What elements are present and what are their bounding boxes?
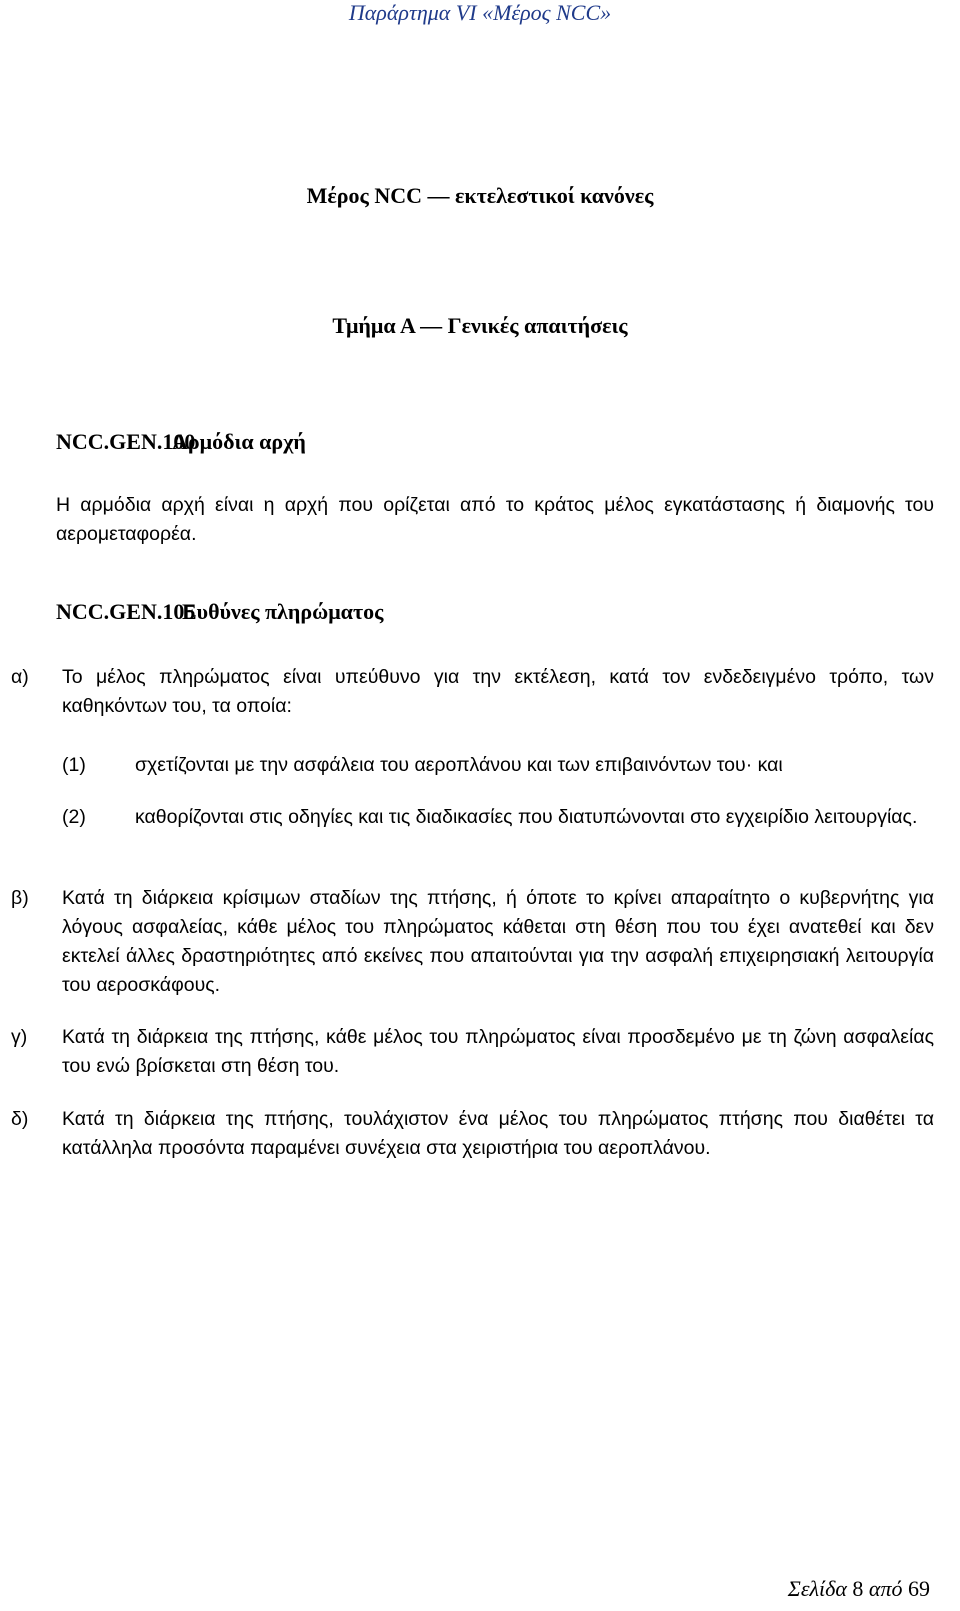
item-marker-d: δ) [11, 1108, 29, 1130]
item-text-b: Κατά τη διάρκεια κρίσιμων σταδίων της πτήσης, ή όποτε το κρίνει απαραίτητο ο κυβερνήτης για λόγους ασφαλείας, κάθε μέλος του πληρώματος κάθεται στη θέση που του έχει ανατεθεί και δεν εκτελεί άλλες δραστηριότητες από εκείνες που απαιτούνται για την ασφαλή επιχειρησιακή λειτουργία του αεροσκάφους. [62, 887, 934, 996]
item-text-d: Κατά τη διάρκεια της πτήσης, τουλάχιστον ένα μέλος του πληρώματος πτήσης που διαθέτει τα κατάλληλα προσόντα παραμένει συνέχεια στα χειριστήρια του αεροπλάνου. [62, 1108, 934, 1159]
part-title: Μέρος NCC — εκτελεστικοί κανόνες [306, 183, 654, 208]
page-number-footer [788, 1575, 930, 1603]
subitem-text-1: σχετίζονται με την ασφάλεια του αεροπλάνου και των επιβαινόντων του· και [135, 754, 783, 776]
item-marker-b: β) [11, 887, 29, 909]
running-header: Παράρτημα VI «Μέρος NCC» [348, 0, 612, 25]
of-label: από [868, 1576, 903, 1601]
article-code: NCC.GEN.105 [56, 599, 196, 624]
article-text-gen100: Η αρμόδια αρχή είναι η αρχή που ορίζεται από το κράτος μέλος εγκατάστασης ή διαμονής του αερομεταφορέα. [56, 494, 934, 545]
article-title: Αρμόδια αρχή [172, 429, 306, 454]
subitem-marker-1: (1) [62, 754, 86, 776]
item-text-a: Το μέλος πληρώματος είναι υπεύθυνο για την εκτέλεση, κατά τον ενδεδειγμένο τρόπο, των καθηκόντων του, τα οποία: [62, 666, 934, 717]
total-pages: 69 [908, 1576, 930, 1601]
article-heading-gen105 [56, 598, 383, 626]
section-title: Τμήμα Α — Γενικές απαιτήσεις [332, 313, 628, 338]
article-heading-gen100 [56, 428, 306, 456]
item-marker-a: α) [11, 666, 29, 688]
item-text-c: Κατά τη διάρκεια της πτήσης, κάθε μέλος του πληρώματος είναι προσδεμένο με τη ζώνη ασφαλείας του ενώ βρίσκεται στη θέση του. [62, 1026, 934, 1077]
article-code: NCC.GEN.100 [56, 429, 196, 454]
subitem-marker-2: (2) [62, 806, 86, 828]
article-title: Ευθύνες πληρώματος [182, 599, 384, 624]
item-marker-c: γ) [11, 1026, 28, 1048]
page-label: Σελίδα [787, 1576, 847, 1601]
subitem-text-2: καθορίζονται στις οδηγίες και τις διαδικασίες που διατυπώνονται στο εγχειρίδιο λειτουργίας. [135, 806, 918, 828]
page-number: 8 [852, 1576, 864, 1601]
